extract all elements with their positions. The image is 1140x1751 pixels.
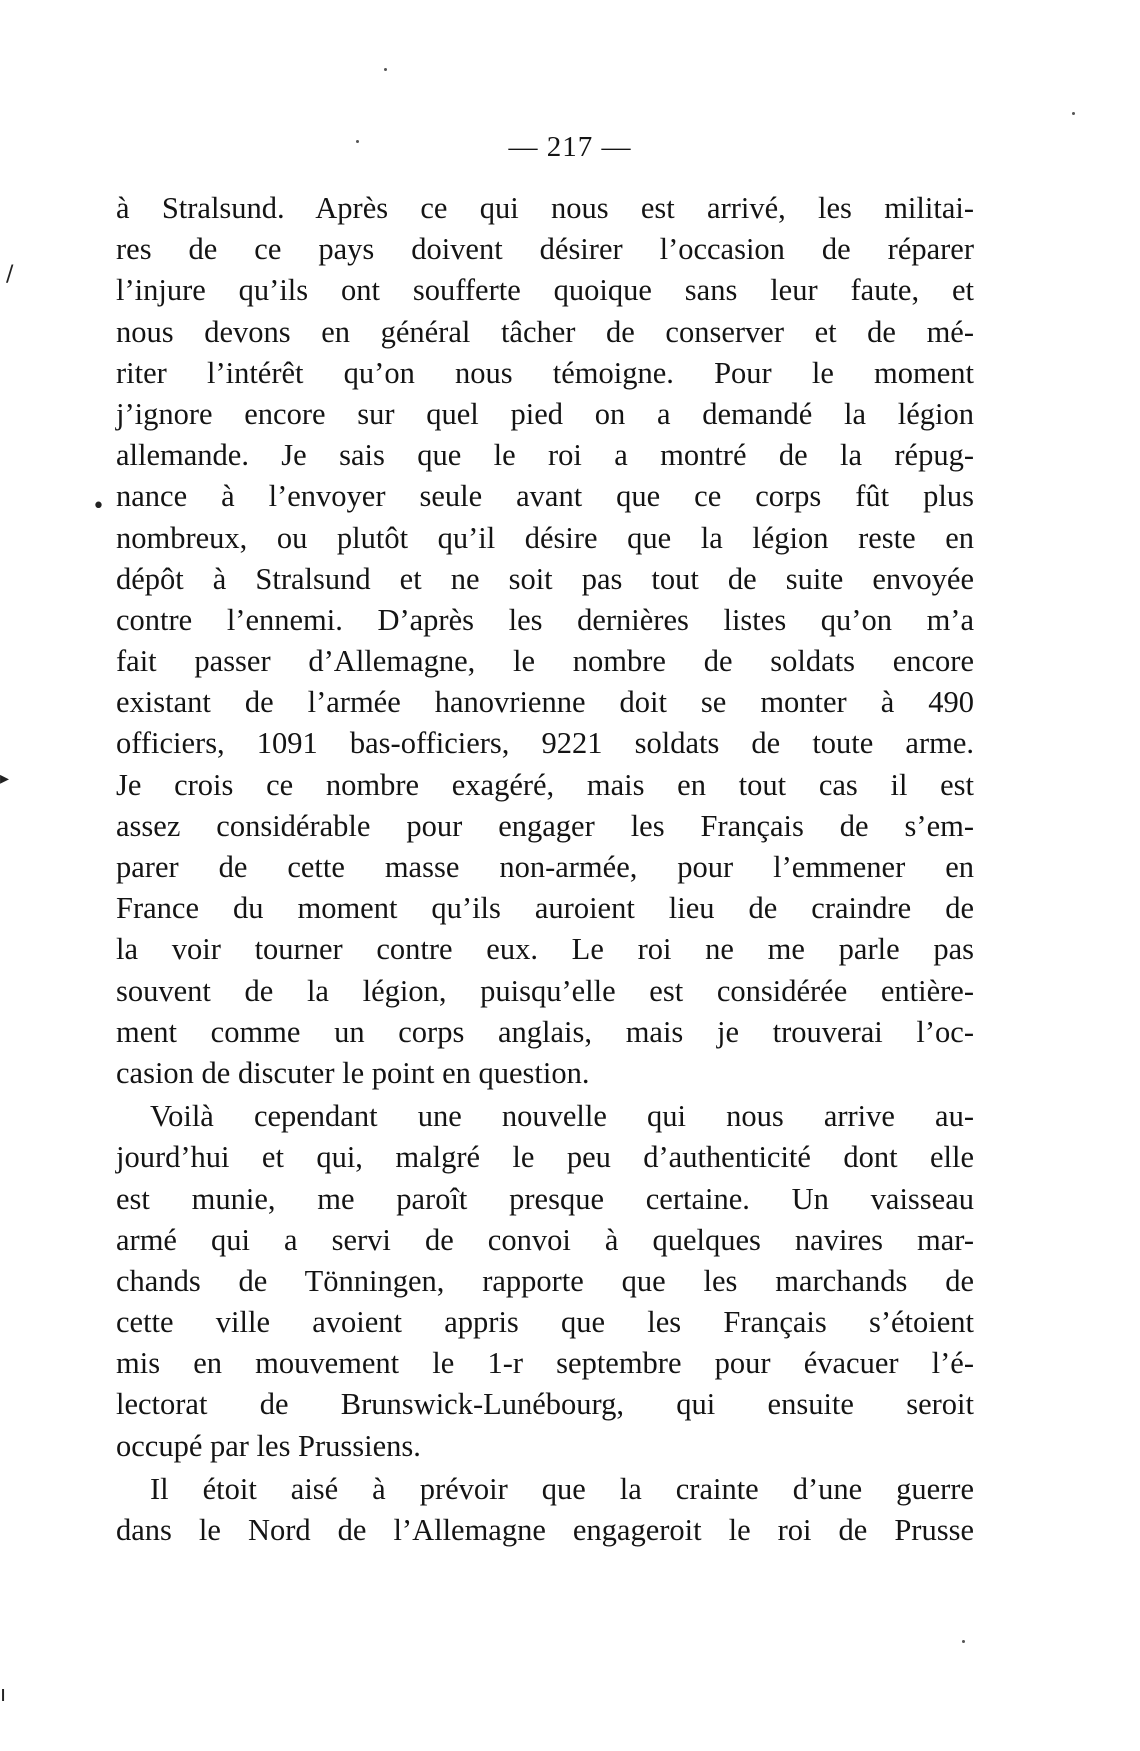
margin-bullet-mark: • (92, 494, 105, 519)
margin-arrow-mark: ▸ (0, 768, 10, 789)
text-line: res de ce pays doivent désirer l’occasion de réparer (116, 232, 974, 267)
text-line: occupé par les Prussiens. (116, 1428, 421, 1463)
text-line: souvent de la légion, puisqu’elle est considérée entière- (116, 973, 974, 1008)
text-line: France du moment qu’ils auroient lieu de craindre de (116, 891, 974, 926)
paper-speck (962, 1640, 965, 1643)
page-number: — 217 — (508, 131, 632, 163)
paper-speck (1072, 112, 1075, 115)
text-line: contre l’ennemi. D’après les dernières listes qu’on m’a (116, 602, 974, 637)
text-line: mis en mouvement le 1-r septembre pour évacuer l’é- (116, 1346, 974, 1381)
text-line: assez considérable pour engager les Français de s’em- (116, 808, 974, 843)
text-line: officiers, 1091 bas-officiers, 9221 soldats de toute arme. (116, 726, 974, 761)
text-line: jourd’hui et qui, malgré le peu d’authenticité dont elle (116, 1140, 974, 1175)
text-line: dans le Nord de l’Allemagne engageroit le roi de Prusse (116, 1513, 974, 1547)
text-line: nance à l’envoyer seule avant que ce corps fût plus (116, 479, 974, 514)
text-line: casion de discuter le point en question. (116, 1055, 590, 1090)
body-text (116, 188, 974, 1551)
text-line: ment comme un corps anglais, mais je trouverai l’oc- (116, 1014, 974, 1049)
text-line: dépôt à Stralsund et ne soit pas tout de suite envoyée (116, 561, 974, 596)
paper-speck (356, 140, 359, 143)
margin-slash-mark: / (6, 262, 14, 287)
text-line: existant de l’armée hanovrienne doit se monter à 490 (116, 685, 974, 720)
text-line: l’injure qu’ils ont soufferte quoique sans leur faute, et (116, 273, 974, 308)
margin-tick-mark: ı (0, 1682, 7, 1707)
text-line: lectorat de Brunswick-Lunébourg, qui ensuite seroit (116, 1387, 974, 1422)
text-line: riter l’intérêt qu’on nous témoigne. Pour le moment (116, 355, 974, 390)
text-line: cette ville avoient appris que les Français s’étoient (116, 1305, 974, 1340)
paper-speck (384, 68, 387, 71)
text-line: nous devons en général tâcher de conserver et de mé- (116, 314, 974, 349)
text-line: nombreux, ou plutôt qu’il désire que la légion reste en (116, 520, 974, 555)
text-line: fait passer d’Allemagne, le nombre de soldats encore (116, 644, 974, 679)
text-line: Je crois ce nombre exagéré, mais en tout cas il est (116, 767, 974, 802)
text-line: est munie, me paroît presque certaine. Un vaisseau (116, 1181, 974, 1216)
text-line: Il étoit aisé à prévoir que la crainte d’une guerre (150, 1471, 974, 1506)
text-line: la voir tourner contre eux. Le roi ne me parle pas (116, 932, 974, 967)
text-line: à Stralsund. Après ce qui nous est arrivé, les militai- (116, 191, 974, 225)
text-line: allemande. Je sais que le roi a montré de la répug- (116, 438, 974, 473)
text-line: Voilà cependant une nouvelle qui nous arrive au- (150, 1099, 974, 1134)
text-line: parer de cette masse non-armée, pour l’emmener en (116, 850, 974, 884)
text-line: chands de Tönningen, rapporte que les marchands de (116, 1263, 974, 1298)
text-line: armé qui a servi de convoi à quelques navires mar- (116, 1222, 974, 1257)
text-line: j’ignore encore sur quel pied on a demandé la légion (116, 396, 974, 431)
